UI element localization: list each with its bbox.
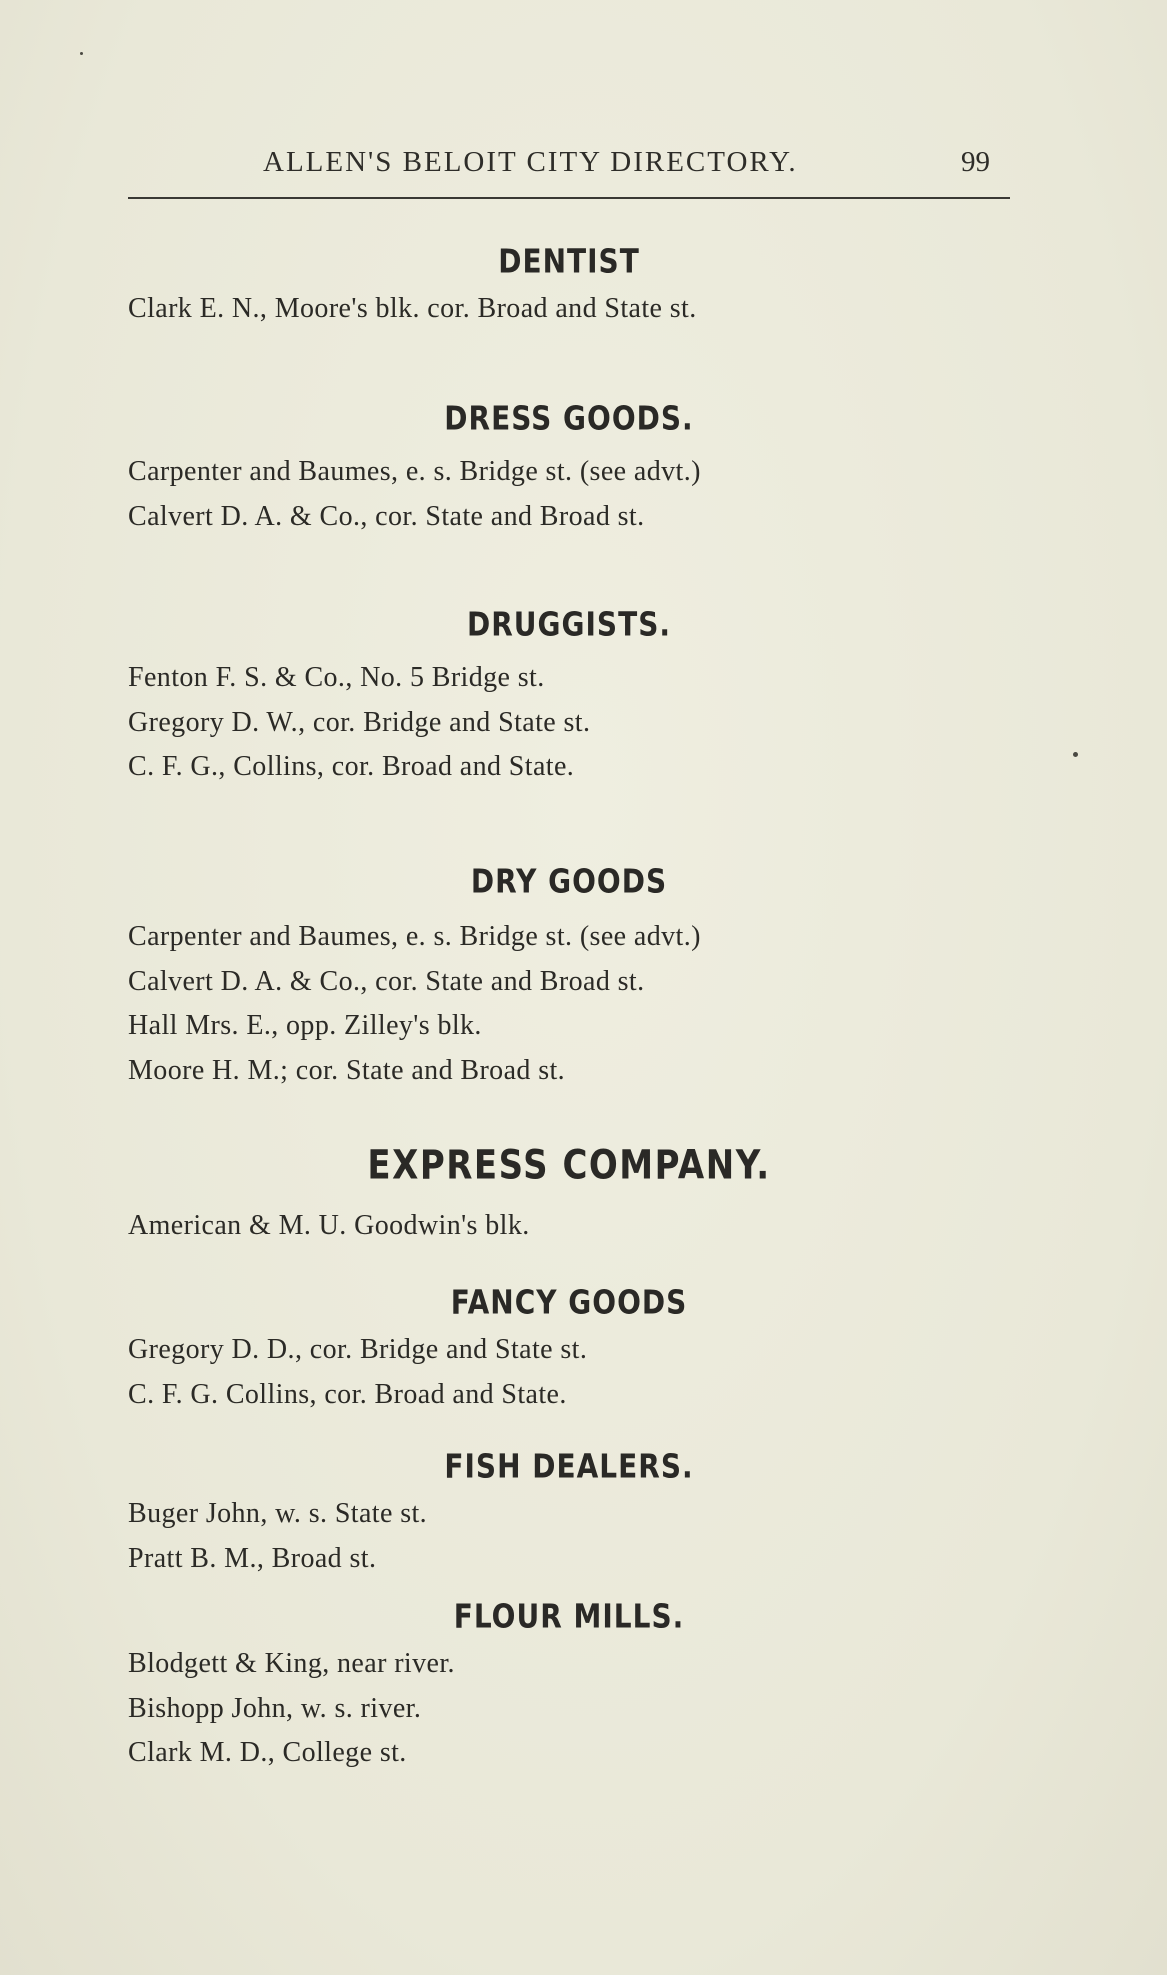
list-item: Blodgett & King, near river. [128,1648,455,1679]
section-heading: FISH DEALERS. [444,1447,694,1486]
section-heading: EXPRESS COMPANY. [367,1142,771,1190]
page-number: 99 [961,146,990,178]
list-item: Moore H. M.; cor. State and Broad st. [128,1054,566,1086]
list-item: Calvert D. A. & Co., cor. State and Broad st. [128,500,645,532]
entry-list [128,915,1010,1093]
list-item: Carpenter and Baumes, e. s. Bridge st. (see advt.) [128,456,701,487]
list-item: American & M. U. Goodwin's blk. [128,1210,530,1241]
section-dentist [128,242,1010,332]
ink-speck [80,52,83,55]
list-item: Bishopp John, w. s. river. [128,1692,422,1724]
section-express-company [128,1142,1010,1249]
entry-list [128,287,1010,332]
section-heading: DRUGGISTS. [467,605,671,644]
entry-list [128,1642,1010,1776]
entry-list [128,1328,1010,1417]
section-fish-dealers [128,1447,1010,1581]
list-item: Pratt B. M., Broad st. [128,1542,377,1574]
list-item: Clark E. N., Moore's blk. cor. Broad and State st. [128,293,697,324]
section-flour-mills [128,1597,1010,1776]
running-title: ALLEN'S BELOIT CITY DIRECTORY. [263,146,798,178]
list-item: Gregory D. W., cor. Bridge and State st. [128,706,591,738]
entry-list [128,1204,1010,1249]
section-dress-goods [128,399,1010,539]
entry-list [128,656,1010,790]
list-item: Hall Mrs. E., opp. Zilley's blk. [128,1010,482,1041]
running-head [128,146,1010,190]
ink-speck [1073,752,1078,757]
entry-list [128,1492,1010,1581]
list-item: C. F. G., Collins, cor. Broad and State. [128,751,575,782]
list-item: Clark M. D., College st. [128,1737,407,1768]
section-heading: DRY GOODS [470,862,668,901]
section-dry-goods [128,862,1010,1093]
list-item: Fenton F. S. & Co., No. 5 Bridge st. [128,662,545,693]
list-item: Gregory D. D., cor. Bridge and State st. [128,1334,588,1365]
header-rule [128,197,1010,199]
entry-list [128,450,1010,539]
section-fancy-goods [128,1283,1010,1417]
list-item: Calvert D. A. & Co., cor. State and Broad st. [128,965,645,997]
list-item: Carpenter and Baumes, e. s. Bridge st. (see advt.) [128,921,701,952]
section-heading: FLOUR MILLS. [453,1597,685,1636]
section-druggists [128,605,1010,790]
section-heading: DRESS GOODS. [444,399,694,438]
list-item: C. F. G. Collins, cor. Broad and State. [128,1378,567,1410]
list-item: Buger John, w. s. State st. [128,1498,428,1529]
section-heading: DENTIST [498,242,640,281]
section-heading: FANCY GOODS [450,1283,688,1322]
